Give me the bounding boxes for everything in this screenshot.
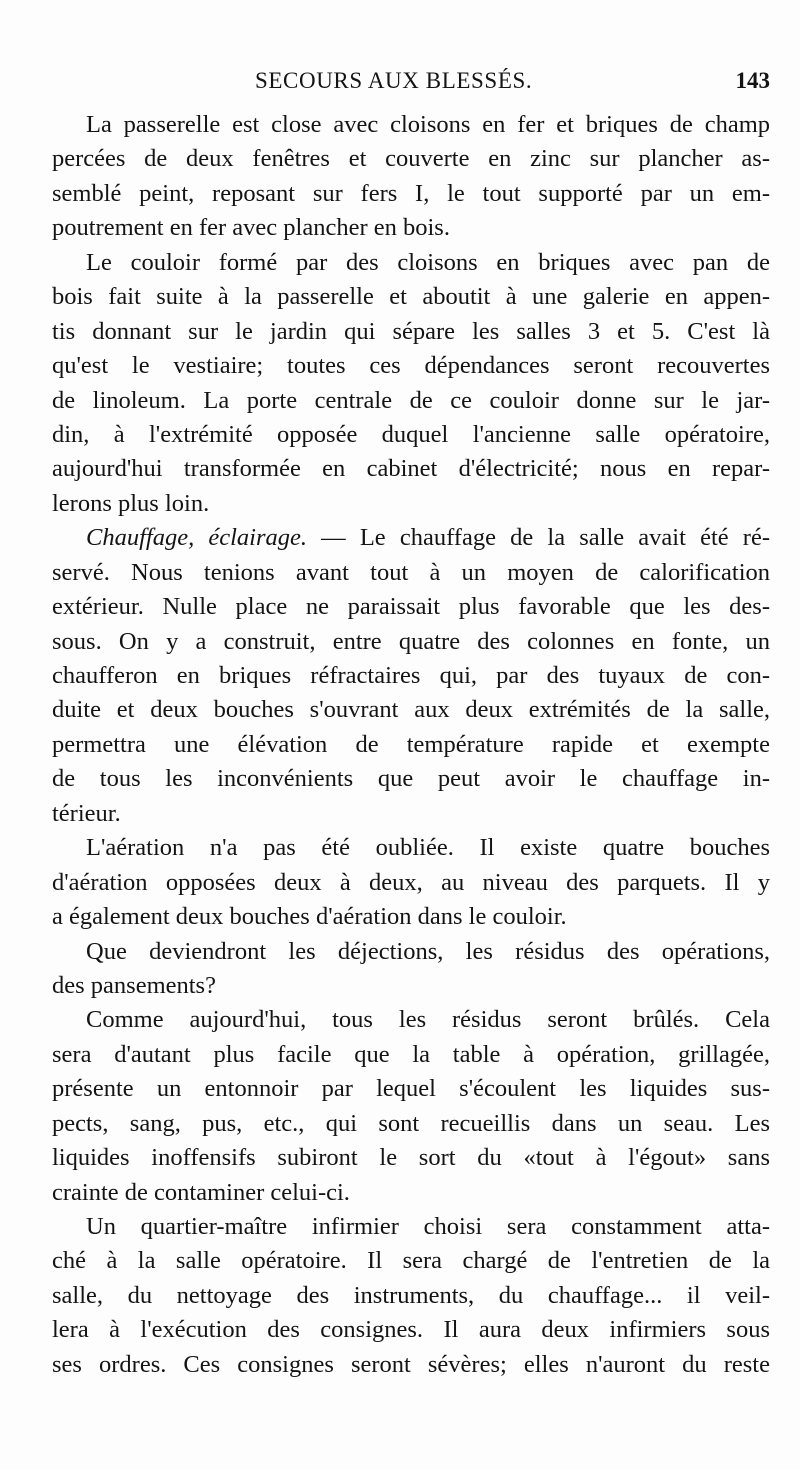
text-line: percées de deux fenêtres et couverte en zinc sur plancher as- xyxy=(52,145,770,173)
text-line: lerons plus loin. xyxy=(52,489,210,517)
text-line-continuation: — Le chauffage de la salle avait été ré- xyxy=(307,524,770,552)
text-line: pects, sang, pus, etc., qui sont recueillis dans un seau. Les xyxy=(52,1109,770,1137)
text-line: présente un entonnoir par lequel s'écoulent les liquides sus- xyxy=(52,1075,770,1103)
text-line: des pansements? xyxy=(52,971,216,999)
text-line: Le couloir formé par des cloisons en briques avec pan de xyxy=(86,248,770,276)
body-text xyxy=(52,108,770,1382)
text-line: salle, du nettoyage des instruments, du chauffage... il veil- xyxy=(52,1281,770,1309)
text-line: chaufferon en briques réfractaires qui, par des tuyaux de con- xyxy=(52,662,770,689)
text-line: Un quartier-maître infirmier choisi sera constamment atta- xyxy=(86,1213,770,1240)
text-line: poutrement en fer avec plancher en bois. xyxy=(52,214,450,242)
text-line: Comme aujourd'hui, tous les résidus seront brûlés. Cela xyxy=(86,1006,770,1034)
text-line: din, à l'extrémité opposée duquel l'ancienne salle opératoire, xyxy=(52,420,770,448)
text-line: La passerelle est close avec cloisons en fer et briques de champ xyxy=(86,111,770,138)
text-line: de tous les inconvénients que peut avoir le chauffage in- xyxy=(52,765,770,793)
text-line: crainte de contaminer celui-ci. xyxy=(52,1178,350,1206)
text-line: de linoleum. La porte centrale de ce couloir donne sur le jar- xyxy=(52,386,770,414)
text-line: permettra une élévation de température rapide et exempte xyxy=(52,730,770,758)
text-line: semblé peint, reposant sur fers I, le tout supporté par un em- xyxy=(52,179,770,207)
page-number: 143 xyxy=(735,68,770,93)
text-line: servé. Nous tenions avant tout à un moyen de calorification xyxy=(52,558,770,586)
text-line: qu'est le vestiaire; toutes ces dépendances seront recouvertes xyxy=(52,352,770,380)
page-header xyxy=(255,68,770,108)
text-line: liquides inoffensifs subiront le sort du «tout à l'égout» sans xyxy=(52,1144,770,1172)
text-line: sous. On y a construit, entre quatre des colonnes en fonte, un xyxy=(52,627,770,655)
text-line xyxy=(52,521,770,555)
text-line: Que deviendront les déjections, les résidus des opérations, xyxy=(86,937,770,965)
text-line: L'aération n'a pas été oubliée. Il existe quatre bouches xyxy=(86,834,770,862)
section-heading: Chauffage, éclairage. xyxy=(86,524,308,552)
text-line: bois fait suite à la passerelle et aboutit à une galerie en appen- xyxy=(52,283,770,311)
text-line: ché à la salle opératoire. Il sera chargé de l'entretien de la xyxy=(52,1247,770,1275)
text-line: lera à l'exécution des consignes. Il aura deux infirmiers sous xyxy=(52,1316,770,1344)
text-line: a également deux bouches d'aération dans le couloir. xyxy=(52,903,567,931)
text-line: ses ordres. Ces consignes seront sévères; elles n'auront du reste xyxy=(52,1350,770,1378)
text-line: extérieur. Nulle place ne paraissait plus favorable que les des- xyxy=(52,593,770,621)
text-line: térieur. xyxy=(52,799,121,827)
text-line: d'aération opposées deux à deux, au niveau des parquets. Il y xyxy=(52,868,770,896)
running-head: SECOURS AUX BLESSÉS. xyxy=(255,68,533,93)
text-line: duite et deux bouches s'ouvrant aux deux extrémités de la salle, xyxy=(52,696,770,724)
text-line: sera d'autant plus facile que la table à opération, grillagée, xyxy=(52,1040,770,1068)
text-line: aujourd'hui transformée en cabinet d'électricité; nous en repar- xyxy=(52,455,770,483)
text-line: tis donnant sur le jardin qui sépare les salles 3 et 5. C'est là xyxy=(52,317,770,345)
